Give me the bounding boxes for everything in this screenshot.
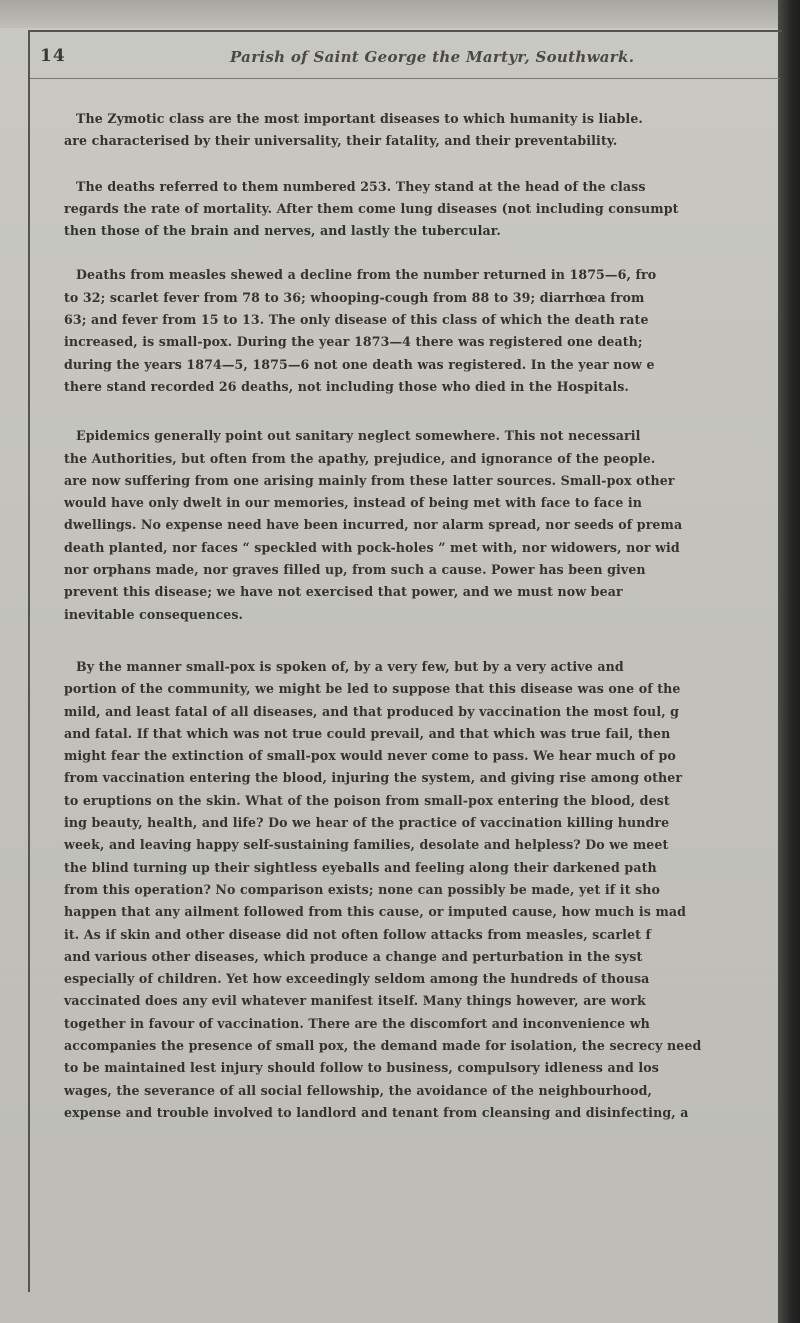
text-line: increased, is small-pox. During the year 1873—4 there was registered one death; [64,334,643,350]
left-border-rule [28,30,30,1292]
text-line: from vaccination entering the blood, injuring the system, and giving rise among other [64,770,683,786]
text-line: together in favour of vaccination. There are the discomfort and inconvenience wh [64,1015,650,1031]
body-text [64,108,800,1124]
paragraph-measles-decline [64,264,800,398]
page-number: 14 [40,46,66,66]
top-border-rule [30,30,782,32]
text-line: to 32; scarlet fever from 78 to 36; whooping-cough from 88 to 39; diarrhœa from [64,289,645,305]
text-line: to eruptions on the skin. What of the poison from small-pox entering the blood, dest [64,792,670,808]
text-line: to be maintained lest injury should follow to business, compulsory idleness and los [64,1060,659,1076]
text-line: might fear the extinction of small-pox would never come to pass. We hear much of po [64,748,676,764]
paragraph-deaths-numbered [64,176,800,243]
text-line: accompanies the presence of small pox, the demand made for isolation, the secrecy need [64,1037,702,1053]
text-line: ing beauty, health, and life? Do we hear of the practice of vaccination killing hundre [64,815,670,831]
text-line: prevent this disease; we have not exercised that power, and we must now bear [64,584,623,600]
text-line: regards the rate of mortality. After them come lung diseases (not including consumpt [64,200,679,216]
text-line: it. As if skin and other disease did not often follow attacks from measles, scarlet f [64,926,652,942]
text-line: By the manner small-pox is spoken of, by a very few, but by a very active and [76,658,624,674]
text-line: nor orphans made, nor graves filled up, from such a cause. Power has been given [64,562,646,578]
paragraph-epidemics [64,425,800,626]
text-line: mild, and least fatal of all diseases, and that produced by vaccination the most foul, g [64,703,680,719]
text-line: and fatal. If that which was not true could prevail, and that which was true fail, then [64,725,671,741]
text-line: there stand recorded 26 deaths, not including those who died in the Hospitals. [64,378,629,394]
text-line: happen that any ailment followed from this cause, or imputed cause, how much is mad [64,904,687,920]
text-line: during the years 1874—5, 1875—6 not one death was registered. In the year now e [64,356,655,372]
text-line: week, and leaving happy self-sustaining families, desolate and helpless? Do we meet [64,837,669,853]
text-line: wages, the severance of all social fellowship, the avoidance of the neighbourhood, [64,1082,652,1098]
text-line: 63; and fever from 15 to 13. The only disease of this class of which the death rate [64,312,649,328]
text-line: especially of children. Yet how exceedingly seldom among the hundreds of thousa [64,971,650,987]
text-line: The deaths referred to them numbered 253. They stand at the head of the class [76,178,646,194]
text-line: are characterised by their universality, their fatality, and their preventability. [64,133,618,149]
text-line: vaccinated does any evil whatever manifest itself. Many things however, are work [64,993,646,1009]
paragraph-zymotic-intro [64,108,800,153]
header-rule [30,78,780,79]
running-head: Parish of Saint George the Martyr, Southwark. [230,48,635,66]
text-line: then those of the brain and nerves, and lastly the tubercular. [64,223,501,239]
text-line: portion of the community, we might be led to suppose that this disease was one of the [64,681,681,697]
text-line: death planted, nor faces “ speckled with pock-holes ” met with, nor widowers, nor wid [64,539,680,555]
text-line: The Zymotic class are the most important diseases to which humanity is liable. [76,111,643,126]
text-line: expense and trouble involved to landlord and tenant from cleansing and disinfecting, a [64,1104,689,1120]
text-line: are now suffering from one arising mainly from these latter sources. Small-pox other [64,472,675,488]
page-top-edge [0,0,800,28]
text-line: would have only dwelt in our memories, instead of being met with face to face in [64,495,643,511]
paragraph-small-pox-vaccination [64,656,800,1124]
text-line: inevitable consequences. [64,606,244,622]
text-line: the blind turning up their sightless eyeballs and feeling along their darkened path [64,859,657,875]
text-line: the Authorities, but often from the apathy, prejudice, and ignorance of the people. [64,450,656,466]
text-line: Epidemics generally point out sanitary neglect somewhere. This not necessaril [76,428,641,444]
text-line: dwellings. No expense need have been incurred, nor alarm spread, nor seeds of prema [64,517,683,533]
text-line: and various other diseases, which produce a change and perturbation in the syst [64,948,643,964]
text-line: from this operation? No comparison exists; none can possibly be made, yet if it sho [64,881,661,897]
page-header [40,42,770,72]
text-line: Deaths from measles shewed a decline from the number returned in 1875—6, fro [76,267,657,283]
